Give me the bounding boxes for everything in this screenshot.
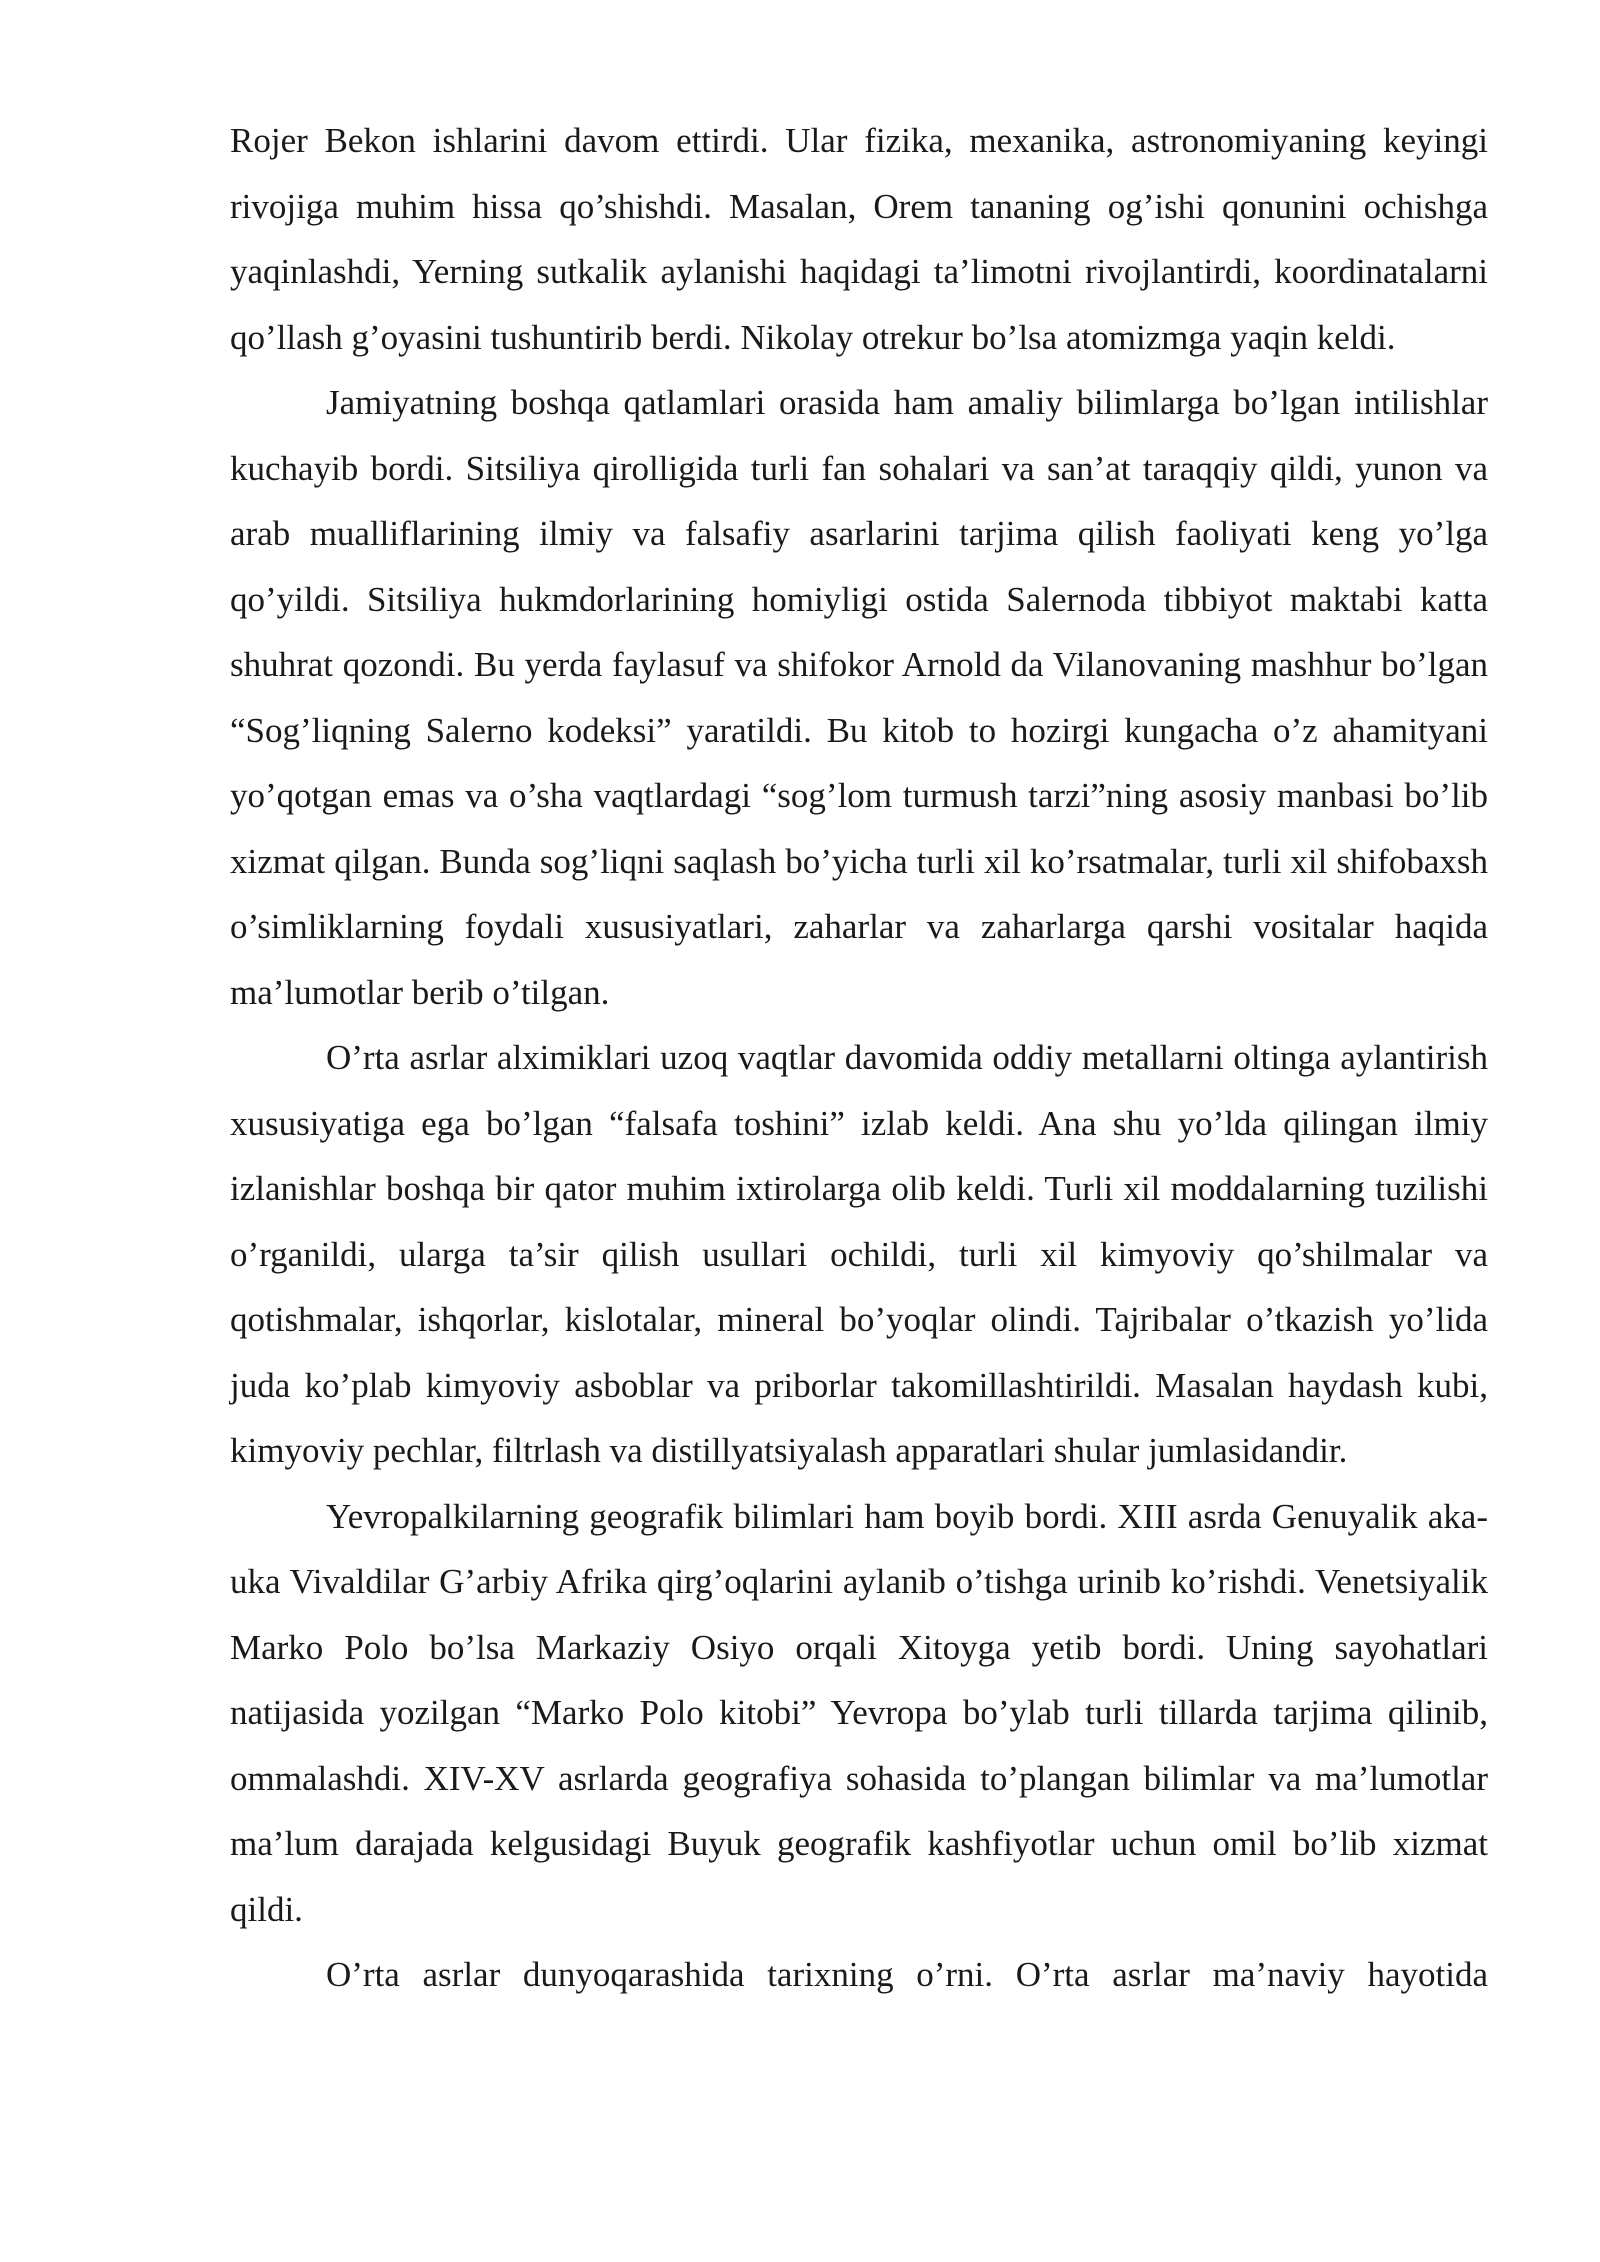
paragraph-4: Yevropalkilarning geografik bilimlari ham boyib bordi. XIII asrda Genuyalik aka-uka Vivaldilar G’arbiy Afrika qirg’oqlarini aylanib o’tishga urinib ko’rishdi. Venetsiyalik Marko Polo bo’lsa Markaziy Osiyo orqali Xitoyga yetib bordi. Uning sayohatlari natijasida yozilgan “Marko Polo kitobi” Yevropa bo’ylab turli tillarda tarjima qilinib, ommalashdi. XIV-XV asrlarda geografiya sohasida to’plangan bilimlar va ma’lumotlar ma’lum darajada kelgusidagi Buyuk geografik kashfiyotlar uchun omil bo’lib xizmat qildi. bbox=[230, 1496, 1488, 1929]
paragraph-1: Rojer Bekon ishlarini davom ettirdi. Ular fizika, mexanika, astronomiyaning keyingi rivojiga muhim hissa qo’shishdi. Masalan, Orem tananing og’ishi qonunini ochishga yaqinlashdi, Yerning sutkalik aylanishi haqidagi ta’limotni rivojlantirdi, koordinatalarni qo’llash g’oyasini tushuntirib berdi. Nikolay otrekur bo’lsa atomizmga yaqin keldi. bbox=[230, 121, 1488, 357]
document-page bbox=[230, 108, 1488, 2008]
paragraph-5: O’rta asrlar dunyoqarashida tarixning o’rni. O’rta asrlar ma’naviy hayotida bbox=[326, 1955, 1488, 1994]
paragraph-3: O’rta asrlar alximiklari uzoq vaqtlar davomida oddiy metallarni oltinga aylantirish xususiyatiga ega bo’lgan “falsafa toshini” izlab keldi. Ana shu yo’lda qilingan ilmiy izlanishlar boshqa bir qator muhim ixtirolarga olib keldi. Turli xil moddalarning tuzilishi o’rganildi, ularga ta’sir qilish usullari ochildi, turli xil kimyoviy qo’shilmalar va qotishmalar, ishqorlar, kislotalar, mineral bo’yoqlar olindi. Tajribalar o’tkazish yo’lida juda ko’plab kimyoviy asboblar va priborlar takomillashtirildi. Masalan haydash kubi, kimyoviy pechlar, filtrlash va distillyatsiyalash apparatlari shular jumlasidandir. bbox=[230, 1038, 1488, 1470]
paragraph-2: Jamiyatning boshqa qatlamlari orasida ham amaliy bilimlarga bo’lgan intilishlar kuchayib bordi. Sitsiliya qirolligida turli fan sohalari va san’at taraqqiy qildi, yunon va arab mualliflarining ilmiy va falsafiy asarlarini tarjima qilish faoliyati keng yo’lga qo’yildi. Sitsiliya hukmdorlarining homiyligi ostida Salernoda tibbiyot maktabi katta shuhrat qozondi. Bu yerda faylasuf va shifokor Arnold da Vilanovaning mashhur bo’lgan “Sog’liqning Salerno kodeksi” yaratildi. Bu kitob to hozirgi kungacha o’z ahamityani yo’qotgan emas va o’sha vaqtlardagi “sog’lom turmush tarzi”ning asosiy manbasi bo’lib xizmat qilgan. Bunda sog’liqni saqlash bo’yicha turli xil ko’rsatmalar, turli xil shifobaxsh o’simliklarning foydali xususiyatlari, zaharlar va zaharlarga qarshi vositalar haqida ma’lumotlar berib o’tilgan. bbox=[230, 383, 1488, 1012]
